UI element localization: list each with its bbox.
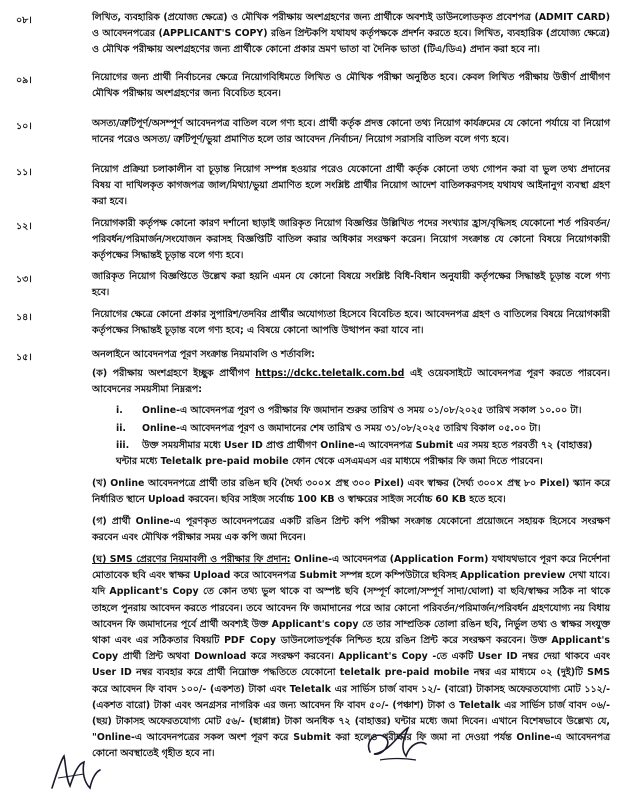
list-item — [116, 438, 610, 470]
clause-text: নিয়োগ প্রক্রিয়া চলাকালীন বা চূড়ান্ত নিয়োগ সম্পন্ন হওয়ার পরেও যেকোনো প্রার্থী কর্তৃক কোনো তথ্য গোপন করা বা ভুল তথ্য প্রদানের বিষয় বা দাখিলকৃত কাগজপত্র জাল/মিথ্যা/ভুয়া প্রমাণিত হলে সংশ্লিষ্ট প্রার্থীর নিয়োগ আদেশ বাতিলকরণসহ যথাযথ আইনানুগ ব্যবস্থা গ্রহণ করা হবে। — [92, 164, 610, 208]
list-marker: ii. — [116, 423, 126, 434]
list-item — [116, 403, 610, 419]
clause-number: ১৩। — [16, 274, 32, 285]
subclause-gha — [92, 552, 610, 763]
clause-number: ১০। — [16, 121, 32, 132]
clause-text: নিয়োগের জন্য প্রার্থী নির্বাচনের ক্ষেত্রে নিয়োগবিধিমতে লিখিত ও মৌখিক পরীক্ষা অনুষ্ঠিত হবে। কেবল লিখিত পরীক্ষায় উত্তীর্ণ প্রার্থীগণ মৌখিক পরীক্ষায় অংশগ্রহণের জন্য বিবেচিত হবেন। — [92, 72, 610, 100]
list-marker: iii. — [116, 440, 130, 451]
clause-number: ১২। — [16, 221, 32, 232]
clause-heading: অনলাইনে আবেদনপত্র পূরণ সংক্রান্ত নিয়মাবলি ও শর্তাবলি: — [92, 349, 315, 360]
clause-number: ১৫। — [16, 352, 32, 363]
clause-number: ১৪। — [16, 312, 32, 323]
subclause-kha: (খ) Online আবেদনপত্রে প্রার্থী তার রঙিন ছবি (দৈর্ঘ্য ৩০০× প্রস্থ ৩০০ Pixel) এবং স্বাক্ষর (দৈর্ঘ্য ৩০০× প্রস্থ ৮০ Pixel) স্ক্যান করে নির্ধারিত স্থানে Upload করবেন। ছবির সাইজ সর্বোচ্চ 100 KB ও স্বাক্ষরের সাইজ সর্বোচ্চ 60 KB হতে হবে। — [92, 478, 610, 506]
clause-number: ১১। — [16, 167, 32, 178]
list-item — [116, 421, 610, 437]
website-link[interactable]: https://dckc.teletalk.com.bd — [255, 368, 405, 379]
subclause-ka-prefix: (ক) পরীক্ষায় অংশগ্রহণে ইচ্ছুক প্রার্থীগণ — [92, 368, 250, 379]
list-text: Online-এ আবেদনপত্র পূরণ ও জমাদানের শেষ তারিখ ও সময় ৩১/০৮/২০২৫ তারিখ বিকাল ০৫.০০ টা। — [142, 423, 541, 434]
clause-text: নিয়োগকারী কর্তৃপক্ষ কোনো কারণ দর্শানো ছাড়াই জারিকৃত নিয়োগ বিজ্ঞপ্তির উল্লিখিত পদের সংখ্যার হ্রাস/বৃদ্ধিসহ যেকোনো শর্ত পরিবর্তন/পরিবর্ধন/পরিমার্জন/সংযোজন করাসহ বিজ্ঞপ্তিটি বাতিল করার অধিকার সংরক্ষণ করেন। নিয়োগ সংক্রান্ত যে কোনো বিষয়ে নিয়োগকারী কর্তৃপক্ষের সিদ্ধান্তই চূড়ান্ত বলে গণ্য হবে। — [92, 218, 610, 262]
list-text: Online-এ আবেদনপত্র পূরণ ও পরীক্ষার ফি জমাদান শুরুর তারিখ ও সময় ০১/০৮/২০২৫ তারিখ সকাল ১০.০০ টা। — [142, 405, 582, 416]
list-text: উক্ত সময়সীমার মধ্যে User ID প্রাপ্ত প্রার্থীগণ Online-এ আবেদনপত্র Submit এর সময় হতে পরবর্তী ৭২ (বাহাত্তর) ঘন্টার মধ্যে Teletalk pre-paid mobile ফোন থেকে এসএমএস এর মাধ্যমে পরীক্ষার ফি জমা দিতে পারবেন। — [116, 440, 593, 468]
list-marker: i. — [116, 405, 123, 416]
clause-text: লিখিত, ব্যবহারিক (প্রযোজ্য ক্ষেত্রে) ও মৌখিক পরীক্ষায় অংশগ্রহণের জন্য প্রার্থীকে অবশ্যই ডাউনলোডকৃত প্রবেশপত্র (ADMIT CARD) ও আবেদনপত্রের (APPLICANT'S COPY) রঙিন প্রিন্টকপি যথাযথ কর্তৃপক্ষকে প্রদর্শন করতে হবে। লিখিত, ব্যবহারিক (প্রযোজ্য ক্ষেত্রে) ও মৌখিক পরীক্ষায় অংশগ্রহণের জন্য প্রার্থীকে কোনো প্রকার ভ্রমণ ভাতা বা দৈনিক ভাতা (টিএ/ডিএ) প্রদান করা হবে না। — [92, 12, 610, 56]
clause-number: ০৯। — [16, 75, 32, 86]
clause-text: নিয়োগের ক্ষেত্রে কোনো প্রকার সুপারিশ/তদবির প্রার্থীর অযোগ্যতা হিসেবে বিবেচিত হবে। আবেদনপত্র গ্রহণ ও বাতিলের বিষয়ে নিয়োগকারী কর্তৃপক্ষের সিদ্ধান্তই চূড়ান্ত বলে গণ্য হবে; এ বিষয়ে কোনো আপত্তি উত্থাপন করা যাবে না। — [92, 309, 610, 337]
subclause-gha-title: (ঘ) SMS প্রেরণের নিয়মাবলী ও পরীক্ষার ফি প্রদান: — [92, 554, 291, 565]
subclause-ga: (গ) প্রার্থী Online-এ পূরণকৃত আবেদনপত্রের একটি রঙিন প্রিন্ট কপি পরীক্ষা সংক্রান্ত যেকোনো প্রয়োজনে সহায়ক হিসেবে সংরক্ষণ করবেন এবং মৌখিক পরীক্ষার সময় এক কপি জমা দিবেন। — [92, 516, 610, 544]
clause-number: ০৮। — [16, 15, 32, 26]
signature-left — [44, 748, 104, 796]
subclause-gha-text: Online-এ আবেদনপত্র (Application Form) যথাযথভাবে পূরণ করে নির্দেশনা মোতাবেক ছবি এবং স্বাক্ষর Upload করে আবেদনপত্র Submit সম্পন্ন হলে কম্পিউটারে ছবিসহ Application preview দেখা যাবে। যদি Applicant's Copy তে কোন তথ্য ভুল থাকে বা অস্পষ্ট ছবি (সম্পূর্ণ কালো/সম্পূর্ণ সাদা/ঘোলা) বা ছবি/স্বাক্ষর সঠিক না থাকে তাহলে পুনরায় আবেদন করতে পারবেন। তবে আবেদন ফি জমাদানের পরে আর কোনো পরিবর্তন/পরিমার্জন/পরিবর্ধন গ্রহণযোগ্য নয় বিধায় আবেদন ফি জমাদানের পূর্বে প্রার্থী অবশ্যই উক্ত Applicant's copy তে তার সাম্প্রতিক তোলা রঙিন ছবি, নির্ভুল তথ্য ও স্বাক্ষর সংযুক্ত থাকা এবং এর সঠিকতার বিষয়টি PDF Copy ডাউনলোডপূর্বক নিশ্চিত হয়ে রঙিন প্রিন্ট করে সংরক্ষণ করবেন। উক্ত Applicant's Copy প্রার্থী প্রিন্ট অথবা Download করে সংরক্ষণ করবেন। Applicant's Copy -তে একটি User ID নম্বর দেয়া থাকবে এবং User ID নম্বর ব্যবহার করে প্রার্থী নিম্নোক্ত পদ্ধতিতে যেকোনো teletalk pre-paid mobile নম্বর এর মাধ্যমে ০২ (দুই)টি SMS করে আবেদন ফি বাবদ ১০০/- (একশত) টাকা এবং Teletalk এর সার্ভিস চার্জ বাবদ ১২/- (বারো) টাকাসহ অফেরতযোগ্য মোট ১১২/- (একশত বারো) টাকা এবং অনগ্রসর নাগরিক এর জন্য আবেদন ফি বাবদ ৫০/- (পঞ্চাশ) টাকা ও Teletalk এর সার্ভিস চার্জ বাবদ ০৬/-(ছয়) টাকাসহ অফেরতযোগ্য মোট ৫৬/- (ছাপ্পান্ন) টাকা অনধিক ৭২ (বাহাত্তর) ঘন্টার মধ্যে জমা দিবেন। এখানে বিশেষভাবে উল্লেখ্য যে, "Online-এ আবেদনপত্রের সকল অংশ পূরণ করে Submit করা হলেও পরীক্ষার ফি জমা না দেওয়া পর্যন্ত Online-এ আবেদনপত্র কোনো অবস্থাতেই গৃহীত হবে না। — [92, 554, 611, 760]
clause-text: জারিকৃত নিয়োগ বিজ্ঞপ্তিতে উল্লেখ করা হয়নি এমন যে কোনো বিষয়ে সংশ্লিষ্ট বিধি-বিধান অনুযায়ী কর্তৃপক্ষের সিদ্ধান্তই চূড়ান্ত বলে গণ্য হবে। — [92, 271, 610, 299]
subclause-ka — [92, 366, 610, 398]
clause-text: অসত্য/ত্রুটিপূর্ণ/অসম্পূর্ণ আবেদনপত্র বাতিল বলে গণ্য হবে। প্রার্থী কর্তৃক প্রদত্ত কোনো তথ্য নিয়োগ কার্যক্রমের যে কোনো পর্যায়ে বা নিয়োগ দানের পরেও অসত্য/ ত্রুটিপূর্ণ/ভুয়া প্রমাণিত হলে তার আবেদন /নির্বাচন/ নিয়োগ সরাসরি বাতিল বলে গণ্য হবে। — [92, 118, 610, 146]
signature-right — [360, 722, 430, 766]
subclause-ka-suffix: এই ওয়েবসাইটে আবেদনপত্র পূরণ করতে পারবেন। আবেদনের সময়সীমা নিম্নরূপ: — [92, 368, 610, 396]
